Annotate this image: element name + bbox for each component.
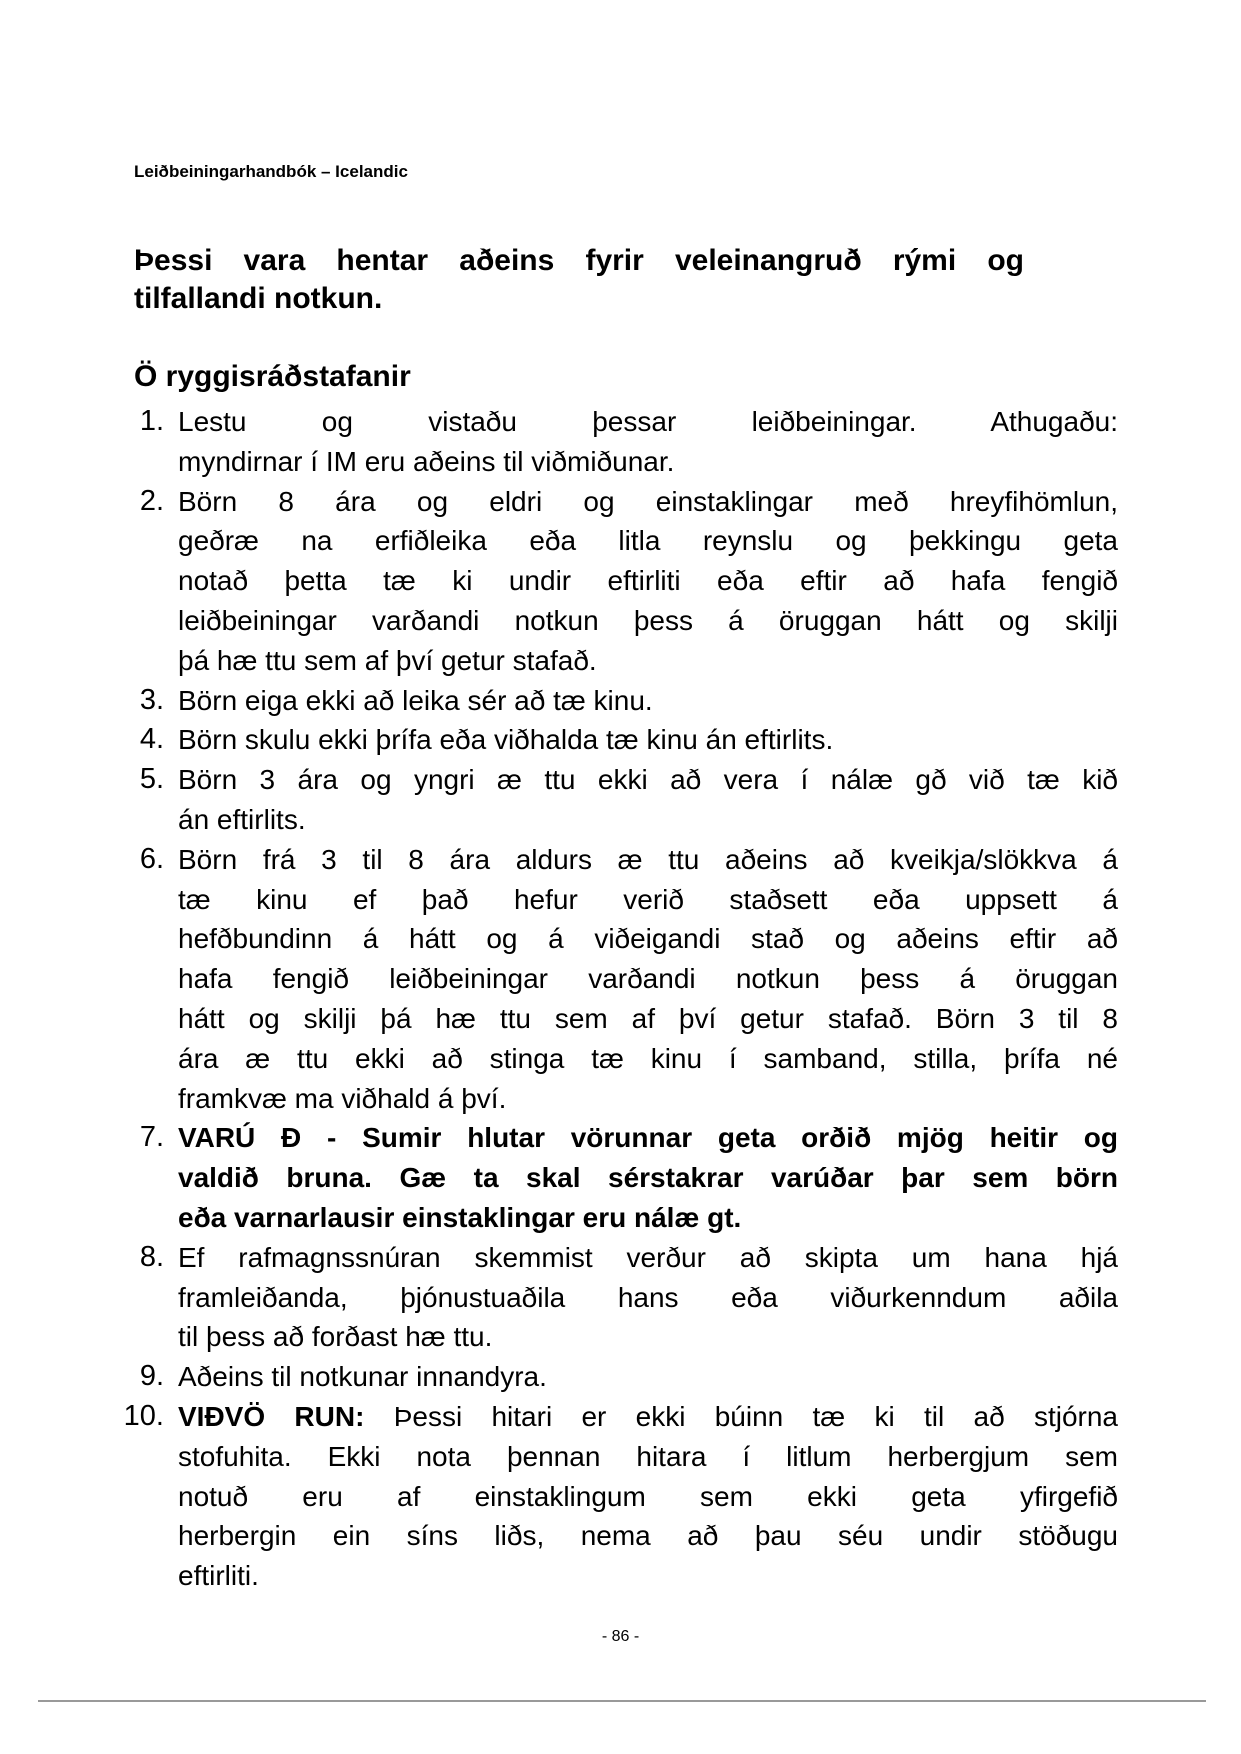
list-item bbox=[110, 681, 1120, 721]
product-notice bbox=[134, 242, 1024, 318]
list-item-line: hátt og skilji þá hæ ttu sem af því getur stafað. Börn 3 til 8 bbox=[178, 1002, 1118, 1034]
list-number: 1. bbox=[139, 405, 164, 437]
list-number: 8. bbox=[139, 1240, 164, 1273]
page-divider bbox=[38, 1700, 1206, 1702]
list-item-line: herbergin ein síns liðs, nema að þau séu undir stöðugu bbox=[178, 1520, 1118, 1552]
section-heading: Ö ryggisráðstafanir bbox=[134, 360, 411, 393]
list-item-line: notað þetta tæ ki undir eftirliti eða eftir að hafa fengið bbox=[178, 565, 1118, 597]
list-item-line: valdið bruna. Gæ ta skal sérstakrar varúðar þar sem börn bbox=[178, 1162, 1118, 1194]
list-item-line: tæ kinu ef það hefur verið staðsett eða uppsett á bbox=[178, 883, 1118, 915]
list-item-line: Börn frá 3 til 8 ára aldurs æ ttu aðeins að kveikja/slökkva á bbox=[178, 843, 1118, 875]
list-item-line: Lestu og vistaðu þessar leiðbeiningar. Athugaðu: bbox=[178, 406, 1118, 437]
list-item-text: Þessi hitari er ekki búinn tæ ki til að stjórna bbox=[393, 1400, 1118, 1432]
list-item-line: þá hæ ttu sem af því getur stafað. bbox=[178, 644, 597, 676]
document-header: Leiðbeiningarhandbók – Icelandic bbox=[134, 162, 408, 181]
list-item-line: Aðeins til notkunar innandyra. bbox=[178, 1361, 547, 1393]
list-item bbox=[110, 760, 1120, 840]
list-number: 9. bbox=[139, 1360, 164, 1393]
list-item-line: myndirnar í IM eru aðeins til viðmiðunar. bbox=[178, 445, 675, 477]
list-item-line: framkvæ ma viðhald á því. bbox=[178, 1082, 507, 1114]
list-number: 10. bbox=[123, 1399, 164, 1432]
list-number: 5. bbox=[139, 763, 164, 796]
list-number: 4. bbox=[139, 723, 164, 756]
warning-label: VIÐVÖ RUN: bbox=[178, 1400, 365, 1432]
list-item-line: framleiðanda, þjónustuaðila hans eða viðurkenndum aðila bbox=[178, 1281, 1118, 1313]
list-item bbox=[110, 402, 1120, 482]
list-item bbox=[110, 1397, 1120, 1596]
list-item bbox=[110, 1238, 1120, 1357]
list-item-line: án eftirlits. bbox=[178, 803, 306, 835]
list-item-line: Börn 3 ára og yngri æ ttu ekki að vera í nálæ gð við tæ kið bbox=[178, 764, 1118, 796]
list-item-line: geðræ na erfiðleika eða litla reynslu og þekkingu geta bbox=[178, 525, 1118, 557]
list-item-line: Börn 8 ára og eldri og einstaklingar með hreyfihömlun, bbox=[178, 485, 1118, 517]
list-number: 2. bbox=[139, 484, 164, 517]
list-number: 7. bbox=[139, 1121, 164, 1154]
safety-list bbox=[110, 402, 1120, 1596]
list-item-line: eða varnarlausir einstaklingar eru nálæ gt. bbox=[178, 1201, 742, 1233]
list-item bbox=[110, 482, 1120, 681]
list-item bbox=[110, 1357, 1120, 1397]
list-item-line: stofuhita. Ekki nota þennan hitara í litlum herbergjum sem bbox=[178, 1440, 1118, 1472]
list-item bbox=[110, 1118, 1120, 1237]
list-item-line: Börn eiga ekki að leika sér að tæ kinu. bbox=[178, 684, 653, 716]
list-item-line: leiðbeiningar varðandi notkun þess á öruggan hátt og skilji bbox=[178, 604, 1118, 636]
list-item-line: Ef rafmagnssnúran skemmist verður að skipta um hana hjá bbox=[178, 1241, 1118, 1273]
list-item-line: hafa fengið leiðbeiningar varðandi notkun þess á öruggan bbox=[178, 963, 1118, 995]
page-number: - 86 - bbox=[601, 1628, 640, 1645]
product-notice-line: tilfallandi notkun. bbox=[134, 282, 383, 315]
list-item-line: til þess að forðast hæ ttu. bbox=[178, 1321, 493, 1353]
list-item-line: notuð eru af einstaklingum sem ekki geta yfirgefið bbox=[178, 1480, 1118, 1512]
list-item-line: Börn skulu ekki þrífa eða viðhalda tæ kinu án eftirlits. bbox=[178, 724, 834, 756]
list-item-line: hefðbundinn á hátt og á viðeigandi stað og aðeins eftir að bbox=[178, 923, 1118, 955]
list-item-line: VARÚ Ð - Sumir hlutar vörunnar geta orðið mjög heitir og bbox=[178, 1122, 1118, 1154]
list-item-line: ára æ ttu ekki að stinga tæ kinu í samband, stilla, þrífa né bbox=[178, 1042, 1118, 1074]
list-item bbox=[110, 720, 1120, 760]
list-item-line bbox=[178, 1397, 1118, 1437]
product-notice-line: Þessi vara hentar aðeins fyrir veleinangruð rými og bbox=[134, 244, 1024, 277]
list-item-line: eftirliti. bbox=[178, 1560, 259, 1592]
list-item bbox=[110, 840, 1120, 1119]
list-number: 3. bbox=[139, 683, 164, 716]
list-number: 6. bbox=[139, 842, 164, 875]
